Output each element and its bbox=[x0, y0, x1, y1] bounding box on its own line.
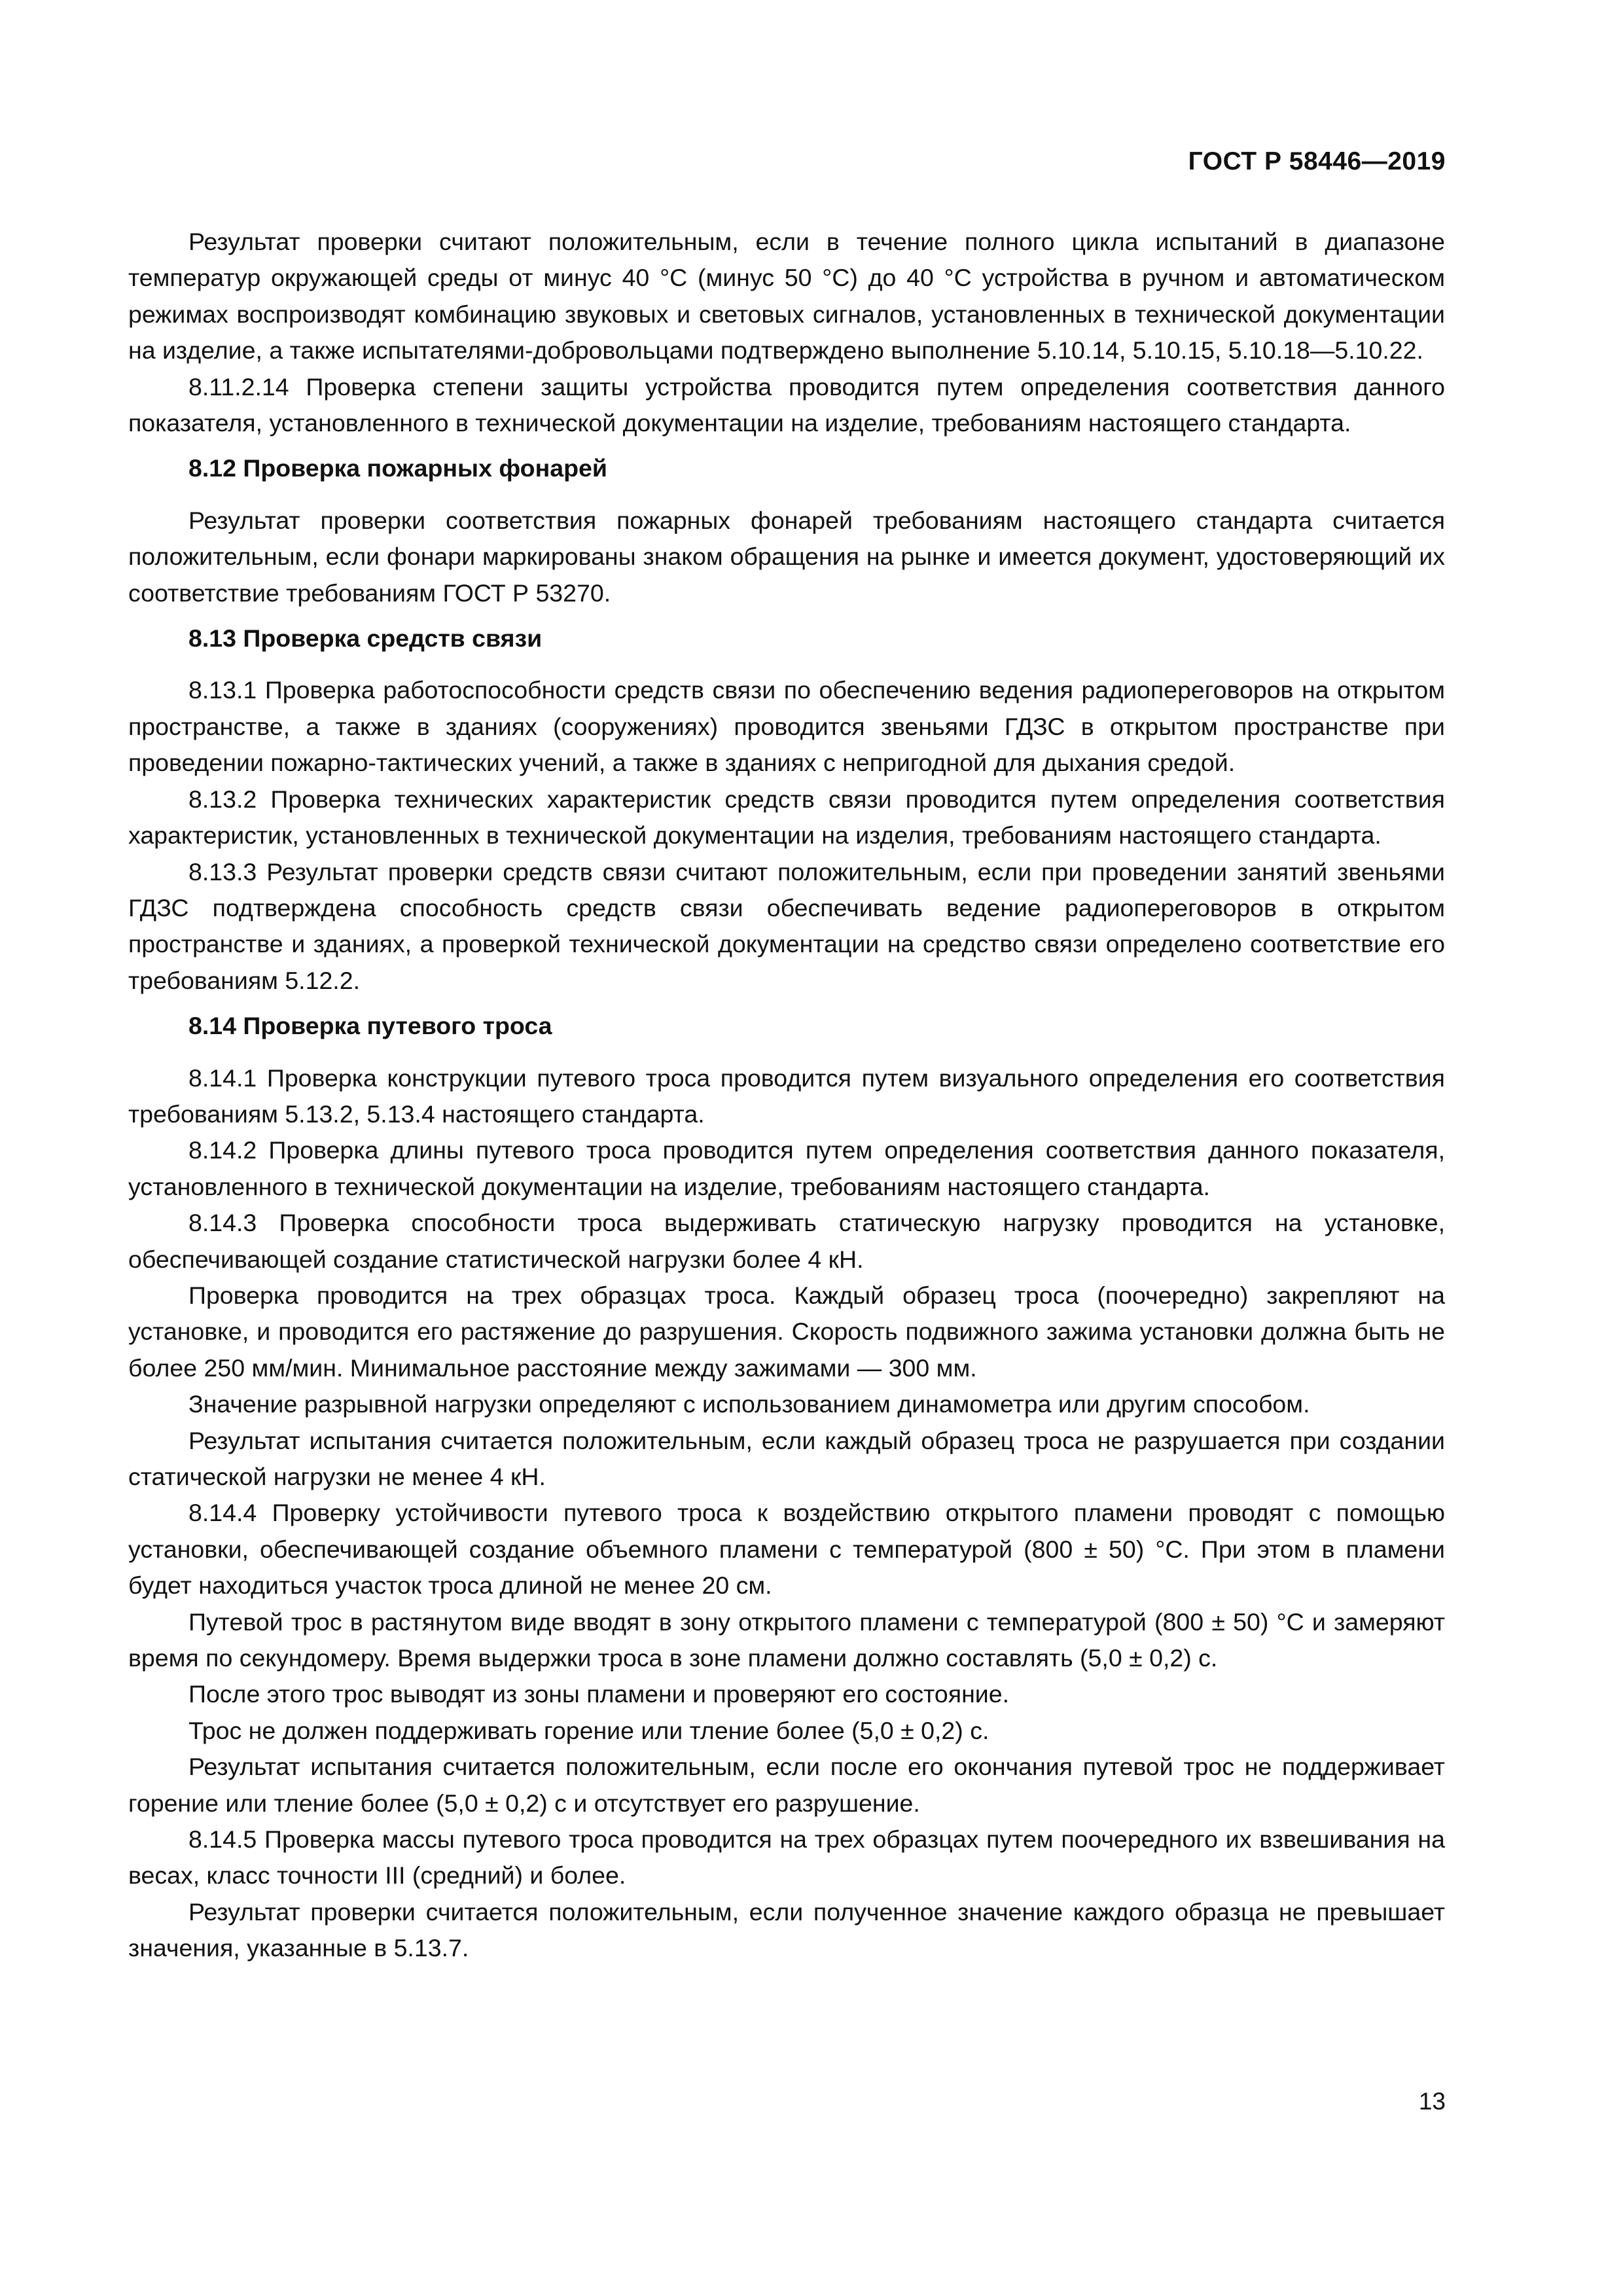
paragraph: 8.14.1 Проверка конструкции путевого троса проводится путем визуального определения его соответствия требованиям 5.13.2, 5.13.4 настоящего стандарта. bbox=[128, 1064, 1445, 1128]
paragraph: 8.14.4 Проверку устойчивости путевого троса к воздействию открытого пламени проводят с помощью установки, обеспечивающей создание объемного пламени с температурой (800 ± 50) °С. При этом в пламени будет находиться участок троса длиной не менее 20 см. bbox=[128, 1499, 1445, 1600]
paragraph: Результат испытания считается положительным, если после его окончания путевой трос не поддерживает горение или тление более (5,0 ± 0,2) с и отсутствует его разрушение. bbox=[128, 1753, 1445, 1817]
paragraph: 8.13.2 Проверка технических характеристик средств связи проводится путем определения соответствия характеристик, установленных в технической документации на изделия, требованиям настоящего стандарта. bbox=[128, 785, 1445, 850]
paragraph: 8.11.2.14 Проверка степени защиты устройства проводится путем определения соответствия данного показателя, установленного в технической документации на изделие, требованиям настоящего стандарта. bbox=[128, 372, 1445, 437]
page-number: 13 bbox=[1418, 2088, 1446, 2115]
paragraph: 8.14.2 Проверка длины путевого троса проводится путем определения соответствия данного показателя, установленного в технической документации на изделие, требованиям настоящего стандарта. bbox=[128, 1136, 1445, 1200]
document-body bbox=[128, 224, 1445, 1967]
paragraph: Результат проверки считается положительным, если полученное значение каждого образца не превышает значения, указанные в 5.13.7. bbox=[128, 1897, 1445, 1962]
paragraph: 8.13.1 Проверка работоспособности средств связи по обеспечению ведения радиопереговоров на открытом пространстве, а также в зданиях (сооружениях) проводится звеньями ГДЗС в открытом пространстве при проведении пожарно-тактических учений, а также в зданиях с непригодной для дыхания средой. bbox=[128, 676, 1445, 777]
document-header: ГОСТ Р 58446—2019 bbox=[1188, 147, 1446, 175]
section-heading: 8.14 Проверка путевого троса bbox=[188, 1012, 552, 1040]
section-heading: 8.12 Проверка пожарных фонарей bbox=[188, 454, 607, 482]
paragraph: 8.14.3 Проверка способности троса выдерживать статическую нагрузку проводится на установке, обеспечивающей создание статистической нагрузки более 4 кН. bbox=[128, 1209, 1445, 1273]
paragraph: 8.13.3 Результат проверки средств связи считают положительным, если при проведении занятий звеньями ГДЗС подтверждена способность средств связи обеспечивать ведение радиопереговоров в открытом пространстве и зданиях, а проверкой технической документации на средство связи определено соответствие его требованиям 5.12.2. bbox=[128, 857, 1445, 994]
paragraph: Проверка проводится на трех образцах троса. Каждый образец троса (поочередно) закрепляют на установке, и проводится его растяжение до разрушения. Скорость подвижного зажима установки должна быть не более 250 мм/мин. Минимальное расстояние между зажимами — 300 мм. bbox=[128, 1281, 1445, 1382]
paragraph: 8.14.5 Проверка массы путевого троса проводится на трех образцах путем поочередного их взвешивания на весах, класс точности III (средний) и более. bbox=[128, 1825, 1445, 1890]
paragraph: Результат проверки считают положительным, если в течение полного цикла испытаний в диапазоне температур окружающей среды от минус 40 °С (минус 50 °С) до 40 °С устройства в ручном и автоматическом режимах воспроизводят комбинацию звуковых и световых сигналов, установленных в технической документации на изделие, а также испытателями-добровольцами подтверждено выполнение 5.10.14, 5.10.15, 5.10.18—5.10.22. bbox=[128, 228, 1445, 365]
paragraph: Результат проверки соответствия пожарных фонарей требованиям настоящего стандарта считается положительным, если фонари маркированы знаком обращения на рынке и имеется документ, удостоверяющий их соответствие требованиям ГОСТ Р 53270. bbox=[128, 506, 1445, 607]
paragraph: Трос не должен поддерживать горение или тление более (5,0 ± 0,2) с. bbox=[188, 1716, 990, 1744]
section-heading: 8.13 Проверка средств связи bbox=[188, 624, 543, 653]
paragraph: Путевой трос в растянутом виде вводят в зону открытого пламени с температурой (800 ± 50) °С и замеряют время по секундомеру. Время выдержки троса в зоне пламени должно составлять (5,0 ± 0,2) с. bbox=[128, 1607, 1445, 1672]
paragraph: Результат испытания считается положительным, если каждый образец троса не разрушается при создании статической нагрузки не менее 4 кН. bbox=[128, 1426, 1445, 1490]
paragraph: Значение разрывной нагрузки определяют с использованием динамометра или другим способом. bbox=[188, 1390, 1310, 1418]
paragraph: После этого трос выводят из зоны пламени и проверяют его состояние. bbox=[188, 1680, 1010, 1708]
